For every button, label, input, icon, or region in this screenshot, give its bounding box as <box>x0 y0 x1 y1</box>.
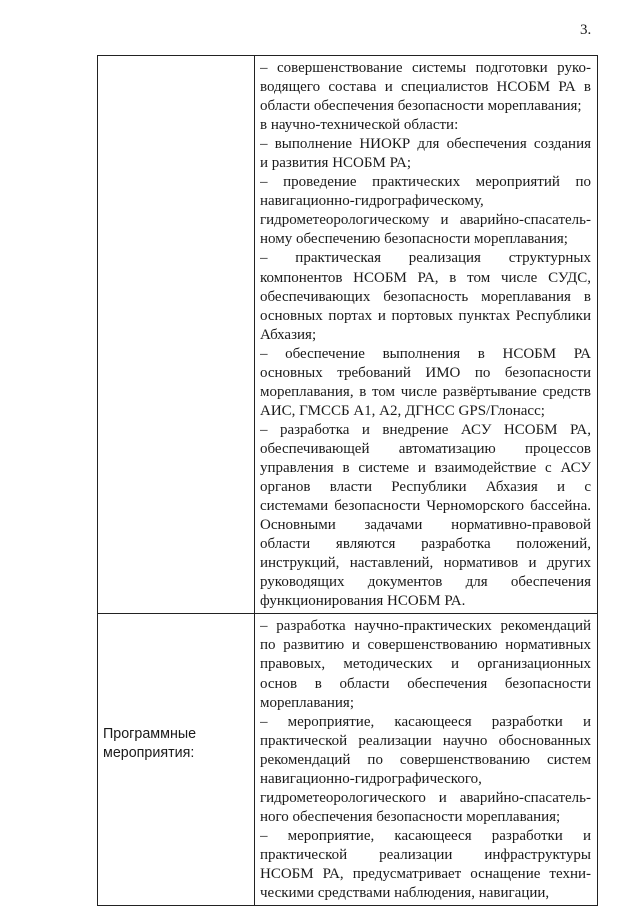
text-line: Основными задачами нормативно-правовой <box>260 517 591 534</box>
page-number: 3. <box>580 22 592 38</box>
text-line: и развития НСОБМ РА; <box>260 155 411 172</box>
text-line: – обеспечение выполнения в НСОБМ РА <box>260 345 591 362</box>
text-line: практической реализации инфраструктуры <box>260 846 591 863</box>
text-line: управления в системе и взаимодействие с АСУ <box>260 459 591 476</box>
text-line: навигационно-гидрографического, <box>260 770 482 787</box>
text-line: Абхазия; <box>260 326 317 343</box>
text-line: по развитию и совершенствованию нормативных <box>260 637 591 654</box>
text-line: инструкций, наставлений, нормативов и других <box>260 555 591 572</box>
text-line: в научно-технической области: <box>260 117 459 134</box>
text-line: ному обеспечению безопасности мореплавания; <box>260 231 568 248</box>
text-line: водящего состава и специалистов НСОБМ РА в <box>260 79 591 96</box>
text-line: обеспечивающих безопасность мореплавания в <box>260 288 591 305</box>
text-line: руководящих документов для обеспечения <box>260 574 591 591</box>
text-line: основных портах и портовых пунктах Республики <box>260 307 591 324</box>
text-line: – проведение практических мероприятий по <box>260 174 591 191</box>
row-content-text <box>255 614 597 905</box>
text-line: мореплавания, в том числе развёртывание средств <box>260 383 591 400</box>
text-line: – мероприятие, касающееся разработки и <box>260 827 591 844</box>
text-line: системами безопасности Черноморского бассейна. <box>260 498 591 515</box>
text-line: АИС, ГМССБ А1, А2, ДГНСС GPS/Глонасс; <box>260 402 545 419</box>
text-line: – разработка научно-практических рекомендаций <box>260 618 591 635</box>
text-line: практической реализации научно обоснованных <box>260 732 591 749</box>
table-row <box>98 614 598 906</box>
text-line: – выполнение НИОКР для обеспечения создания <box>260 136 591 153</box>
text-line: мореплавания; <box>260 694 354 711</box>
text-line: гидрометеорологическому и аварийно-спасатель- <box>260 212 591 229</box>
text-line: – разработка и внедрение АСУ НСОБМ РА, <box>260 421 591 438</box>
text-line: основ в области обеспечения безопасности <box>260 675 591 692</box>
document-table <box>97 55 598 906</box>
row-content-text <box>255 56 597 613</box>
text-line: компонентов НСОБМ РА, в том числе СУДС, <box>260 269 591 286</box>
row-label-cell <box>98 614 255 906</box>
text-line: основных требований ИМО по безопасности <box>260 364 591 381</box>
text-line: области являются разработка положений, <box>260 536 591 553</box>
row-label-cell <box>98 56 255 614</box>
text-line: ного обеспечения безопасности мореплавания; <box>260 808 561 825</box>
text-line: – совершенствование системы подготовки руко- <box>260 60 591 76</box>
text-line: органов власти Республики Абхазия и с <box>260 479 591 496</box>
text-line: функционирования НСОБМ РА. <box>260 593 466 610</box>
text-line: обеспечивающей автоматизацию процессов <box>260 440 591 457</box>
row-content-cell <box>255 56 598 614</box>
text-line: ческими средствами наблюдения, навигации, <box>260 885 550 902</box>
text-line: НСОБМ РА, предусматривает оснащение техни- <box>260 865 591 882</box>
row-label-programmnye-meropriyatiya: Программные мероприятия: <box>103 726 197 762</box>
text-line: – мероприятие, касающееся разработки и <box>260 713 591 730</box>
text-line: – практическая реализация структурных <box>260 250 591 267</box>
text-line: гидрометеорологического и аварийно-спасатель- <box>260 789 591 806</box>
text-line: рекомендаций по совершенствованию систем <box>260 751 591 768</box>
table-row <box>98 56 598 614</box>
row-content-cell <box>255 614 598 906</box>
text-line: правовых, методических и организационных <box>260 656 591 673</box>
text-line: области обеспечения безопасности мореплавания; <box>260 98 582 115</box>
text-line: навигационно-гидрографическому, <box>260 193 484 210</box>
